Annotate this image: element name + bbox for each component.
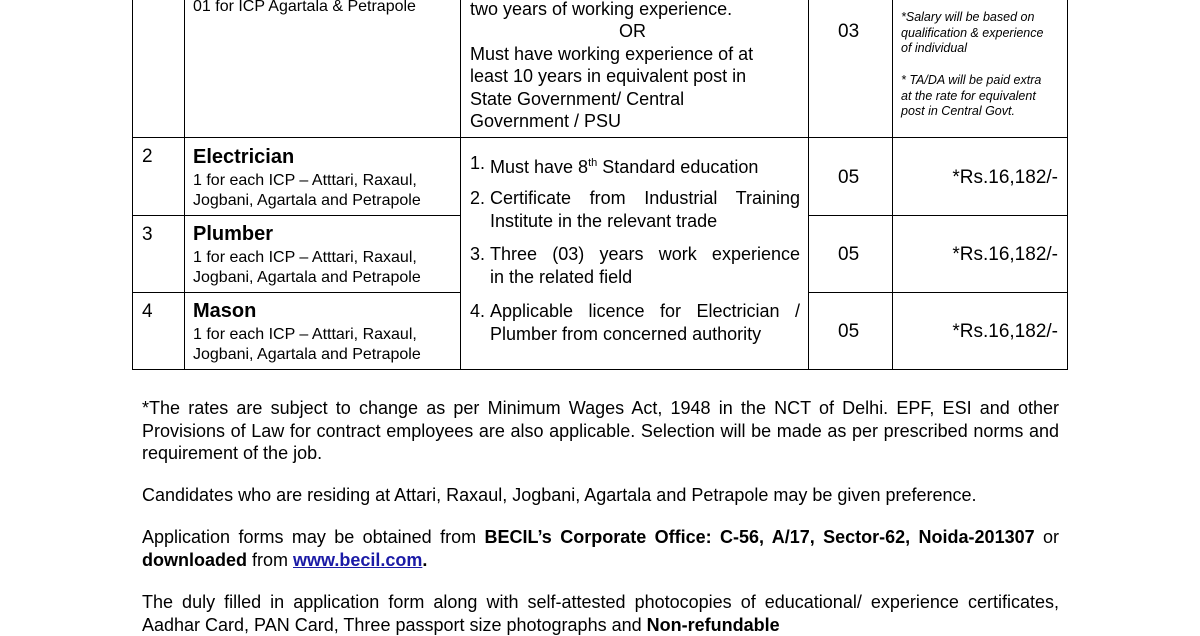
post-count: 05	[838, 167, 860, 188]
note-line: post in Central Govt.	[901, 104, 1015, 118]
post-title: Mason	[193, 300, 257, 322]
post-title: Electrician	[193, 146, 295, 168]
table-border	[460, 0, 461, 370]
table-border	[132, 369, 1068, 370]
qualification-line: State Government/ Central	[470, 89, 685, 109]
table-border	[132, 0, 133, 370]
qualification-line: two years of working experience.	[470, 0, 733, 19]
post-detail: Jogbani, Agartala and Petrapole	[193, 269, 421, 286]
post-detail: Jogbani, Agartala and Petrapole	[193, 346, 421, 363]
post-count: 05	[838, 321, 860, 342]
salary-value: *Rs.16,182/-	[952, 244, 1058, 265]
table-border	[808, 292, 1068, 293]
wages-note-paragraph: *The rates are subject to change as per Minimum Wages Act, 1948 in the NCT of Delhi. EPF, ESI and other Provisions of Law for contract employees are also applicable. Selection will be made as per prescribed norms and requirement of the job.	[142, 398, 1059, 463]
note-line: qualification & experience	[901, 26, 1044, 40]
post-title: Plumber	[193, 223, 274, 245]
serial-number: 3	[142, 224, 153, 245]
serial-number: 4	[142, 301, 153, 322]
note-line: at the rate for equivalent	[901, 89, 1036, 103]
note-line: of individual	[901, 41, 968, 55]
submission-paragraph: The duly filled in application form along with self-attested photocopies of educational/ experience certificates, Aadhar Card, PAN Card, Three passport size photographs and Non-refundable	[142, 592, 1059, 635]
table-border	[892, 0, 893, 370]
qualification-line: least 10 years in equivalent post in	[470, 66, 747, 86]
qualification-item: 4. Applicable licence for Electrician / Plumber from concerned authority	[470, 301, 800, 344]
application-forms-paragraph: Application forms may be obtained from BECIL’s Corporate Office: C-56, A/17, Sector-62, Noida-201307 or downloaded from www.becil.com.	[142, 527, 1059, 570]
table-border	[132, 215, 461, 216]
note-line: * TA/DA will be paid extra	[901, 73, 1042, 87]
table-border	[808, 0, 809, 370]
post-detail: 1 for each ICP – Atttari, Raxaul,	[193, 249, 417, 266]
table-border	[184, 0, 185, 370]
table-border	[808, 215, 1068, 216]
salary-value: *Rs.16,182/-	[952, 167, 1058, 188]
table-border	[132, 292, 461, 293]
post-detail: Jogbani, Agartala and Petrapole	[193, 192, 421, 209]
qualification-line: Government / PSU	[470, 111, 622, 131]
post-detail: 1 for each ICP – Atttari, Raxaul,	[193, 326, 417, 343]
table-border	[132, 137, 1068, 138]
serial-number: 2	[142, 146, 153, 167]
qualification-item: 2. Certificate from Industrial Training Institute in the relevant trade	[470, 188, 800, 231]
table-border	[1067, 0, 1068, 370]
qualification-item: 1. Must have 8th Standard education	[470, 153, 759, 177]
note-line: *Salary will be based on	[901, 10, 1035, 24]
qualification-line: Must have working experience of at	[470, 44, 754, 64]
preference-paragraph: Candidates who are residing at Attari, Raxaul, Jogbani, Agartala and Petrapole may be given preference.	[142, 485, 977, 505]
post-count: 05	[838, 244, 860, 265]
post-detail: 01 for ICP Agartala & Petrapole	[193, 0, 416, 15]
post-detail: 1 for each ICP – Atttari, Raxaul,	[193, 172, 417, 189]
qualification-line: OR	[619, 21, 646, 41]
qualification-item: 3. Three (03) years work experience in the related field	[470, 244, 800, 287]
becil-website-link[interactable]: www.becil.com	[293, 549, 423, 570]
salary-value: *Rs.16,182/-	[952, 321, 1058, 342]
post-count: 03	[838, 21, 860, 42]
